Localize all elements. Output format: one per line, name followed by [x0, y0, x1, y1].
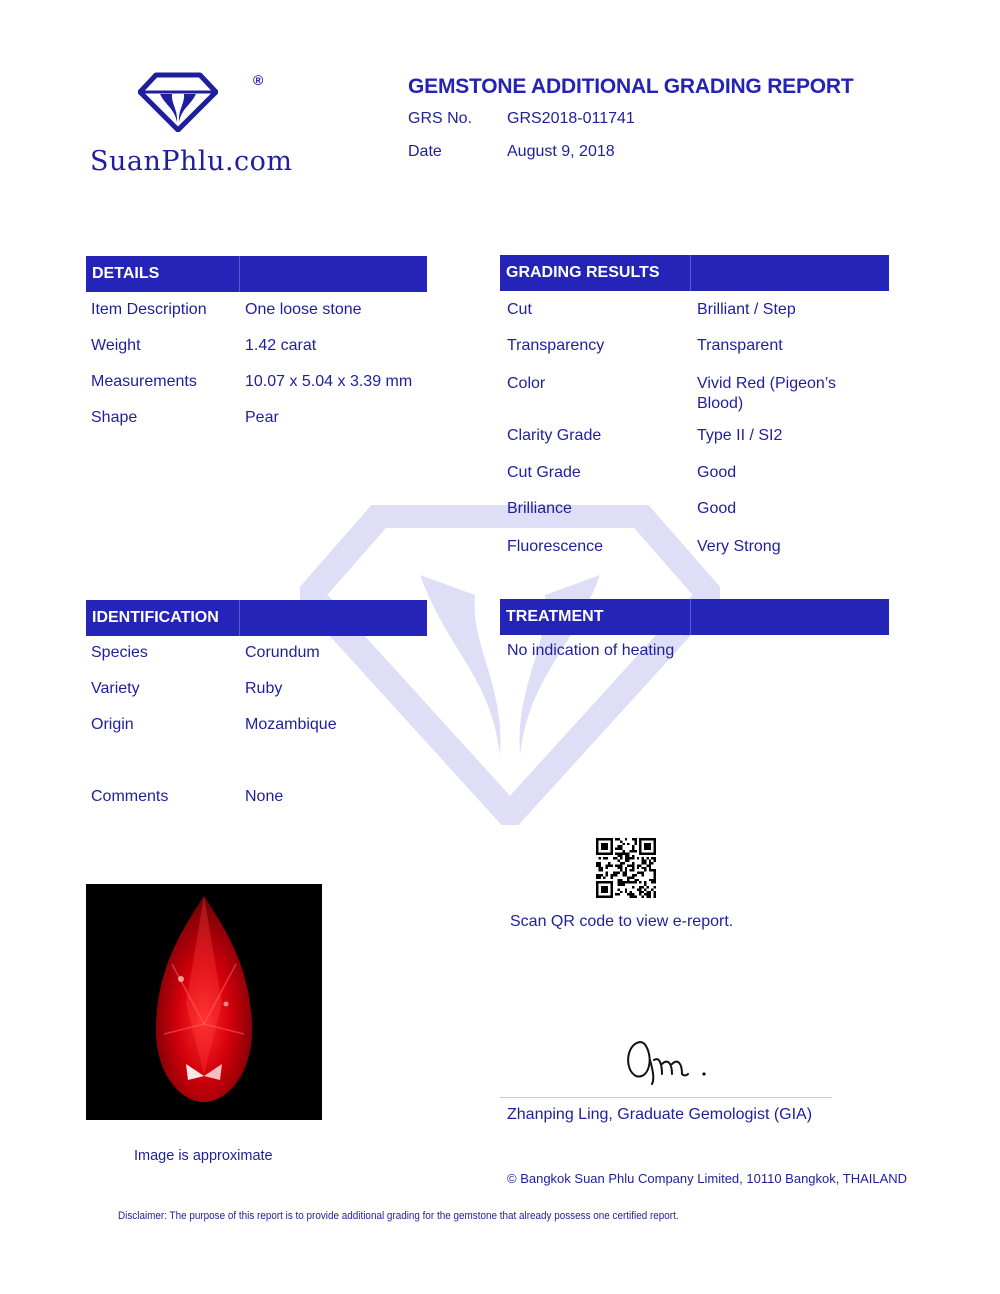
details-value-measurements: 10.07 x 5.04 x 3.39 mm: [245, 373, 413, 390]
ruby-pear-image: [86, 884, 322, 1120]
signature-line: [500, 1097, 832, 1098]
grading-value-clarity-grade: Type II / SI2: [697, 427, 783, 444]
brand-name: SuanPhlu.com: [90, 146, 293, 177]
qr-caption: Scan QR code to view e-report.: [510, 913, 734, 930]
photo-caption: Image is approximate: [134, 1148, 273, 1164]
header-divider: [690, 599, 691, 635]
header-divider: [690, 255, 691, 291]
grs-number-label: GRS No.: [408, 110, 473, 127]
report-title: GEMSTONE ADDITIONAL GRADING REPORT: [408, 75, 854, 98]
grading-value-cut: Brilliant / Step: [697, 301, 796, 318]
details-label-measurements: Measurements: [91, 373, 197, 390]
identification-value-comments: None: [245, 788, 284, 805]
grading-value-brilliance: Good: [697, 500, 737, 517]
registered-mark: ®: [253, 72, 264, 88]
grading-label-transparency: Transparency: [507, 337, 605, 354]
identification-value-species: Corundum: [245, 644, 320, 661]
grading-label-cut: Cut: [507, 301, 532, 318]
identification-label-comments: Comments: [91, 788, 169, 805]
details-label-item-description: Item Description: [91, 301, 207, 318]
date-label: Date: [408, 143, 442, 160]
gem-photo: [86, 884, 322, 1120]
grading-value-color-line2: Blood): [697, 395, 744, 412]
gemologist-name: Zhanping Ling, Graduate Gemologist (GIA): [507, 1106, 813, 1123]
grading-results-header: [500, 255, 889, 291]
identification-header: [86, 600, 427, 636]
identification-label-origin: Origin: [91, 716, 134, 733]
treatment-header: [500, 599, 889, 635]
treatment-heading: TREATMENT: [506, 608, 604, 625]
grading-value-cut-grade: Good: [697, 464, 737, 481]
details-value-item-description: One loose stone: [245, 301, 362, 318]
details-heading: DETAILS: [92, 265, 160, 282]
treatment-text: No indication of heating: [507, 642, 675, 659]
identification-label-variety: Variety: [91, 680, 140, 697]
identification-heading: IDENTIFICATION: [92, 609, 219, 626]
details-label-shape: Shape: [91, 409, 138, 426]
grading-label-color: Color: [507, 375, 546, 392]
date-value: August 9, 2018: [507, 143, 615, 160]
identification-value-origin: Mozambique: [245, 716, 337, 733]
brand-logo-icon: [138, 72, 218, 132]
header-divider: [239, 600, 240, 636]
grading-results-heading: GRADING RESULTS: [506, 264, 660, 281]
disclaimer: Disclaimer: The purpose of this report is to provide additional grading for the gemstone that already possess one certified report.: [118, 1210, 679, 1222]
grading-value-transparency: Transparent: [697, 337, 783, 354]
grading-label-cut-grade: Cut Grade: [507, 464, 581, 481]
identification-label-species: Species: [91, 644, 148, 661]
grading-value-fluorescence: Very Strong: [697, 538, 781, 555]
grading-value-color: Vivid Red (Pigeon’s: [697, 375, 837, 392]
grading-label-clarity-grade: Clarity Grade: [507, 427, 602, 444]
details-value-shape: Pear: [245, 409, 279, 426]
qr-code[interactable]: [596, 838, 656, 898]
gemologist-signature: [620, 1030, 720, 1090]
identification-value-variety: Ruby: [245, 680, 283, 697]
details-label-weight: Weight: [91, 337, 141, 354]
grading-label-fluorescence: Fluorescence: [507, 538, 604, 555]
grs-number-value: GRS2018-011741: [507, 110, 635, 127]
details-value-weight: 1.42 carat: [245, 337, 317, 354]
grading-label-brilliance: Brilliance: [507, 500, 572, 517]
copyright-notice: © Bangkok Suan Phlu Company Limited, 10110 Bangkok, THAILAND: [507, 1171, 908, 1186]
header-divider: [239, 256, 240, 292]
details-header: [86, 256, 427, 292]
